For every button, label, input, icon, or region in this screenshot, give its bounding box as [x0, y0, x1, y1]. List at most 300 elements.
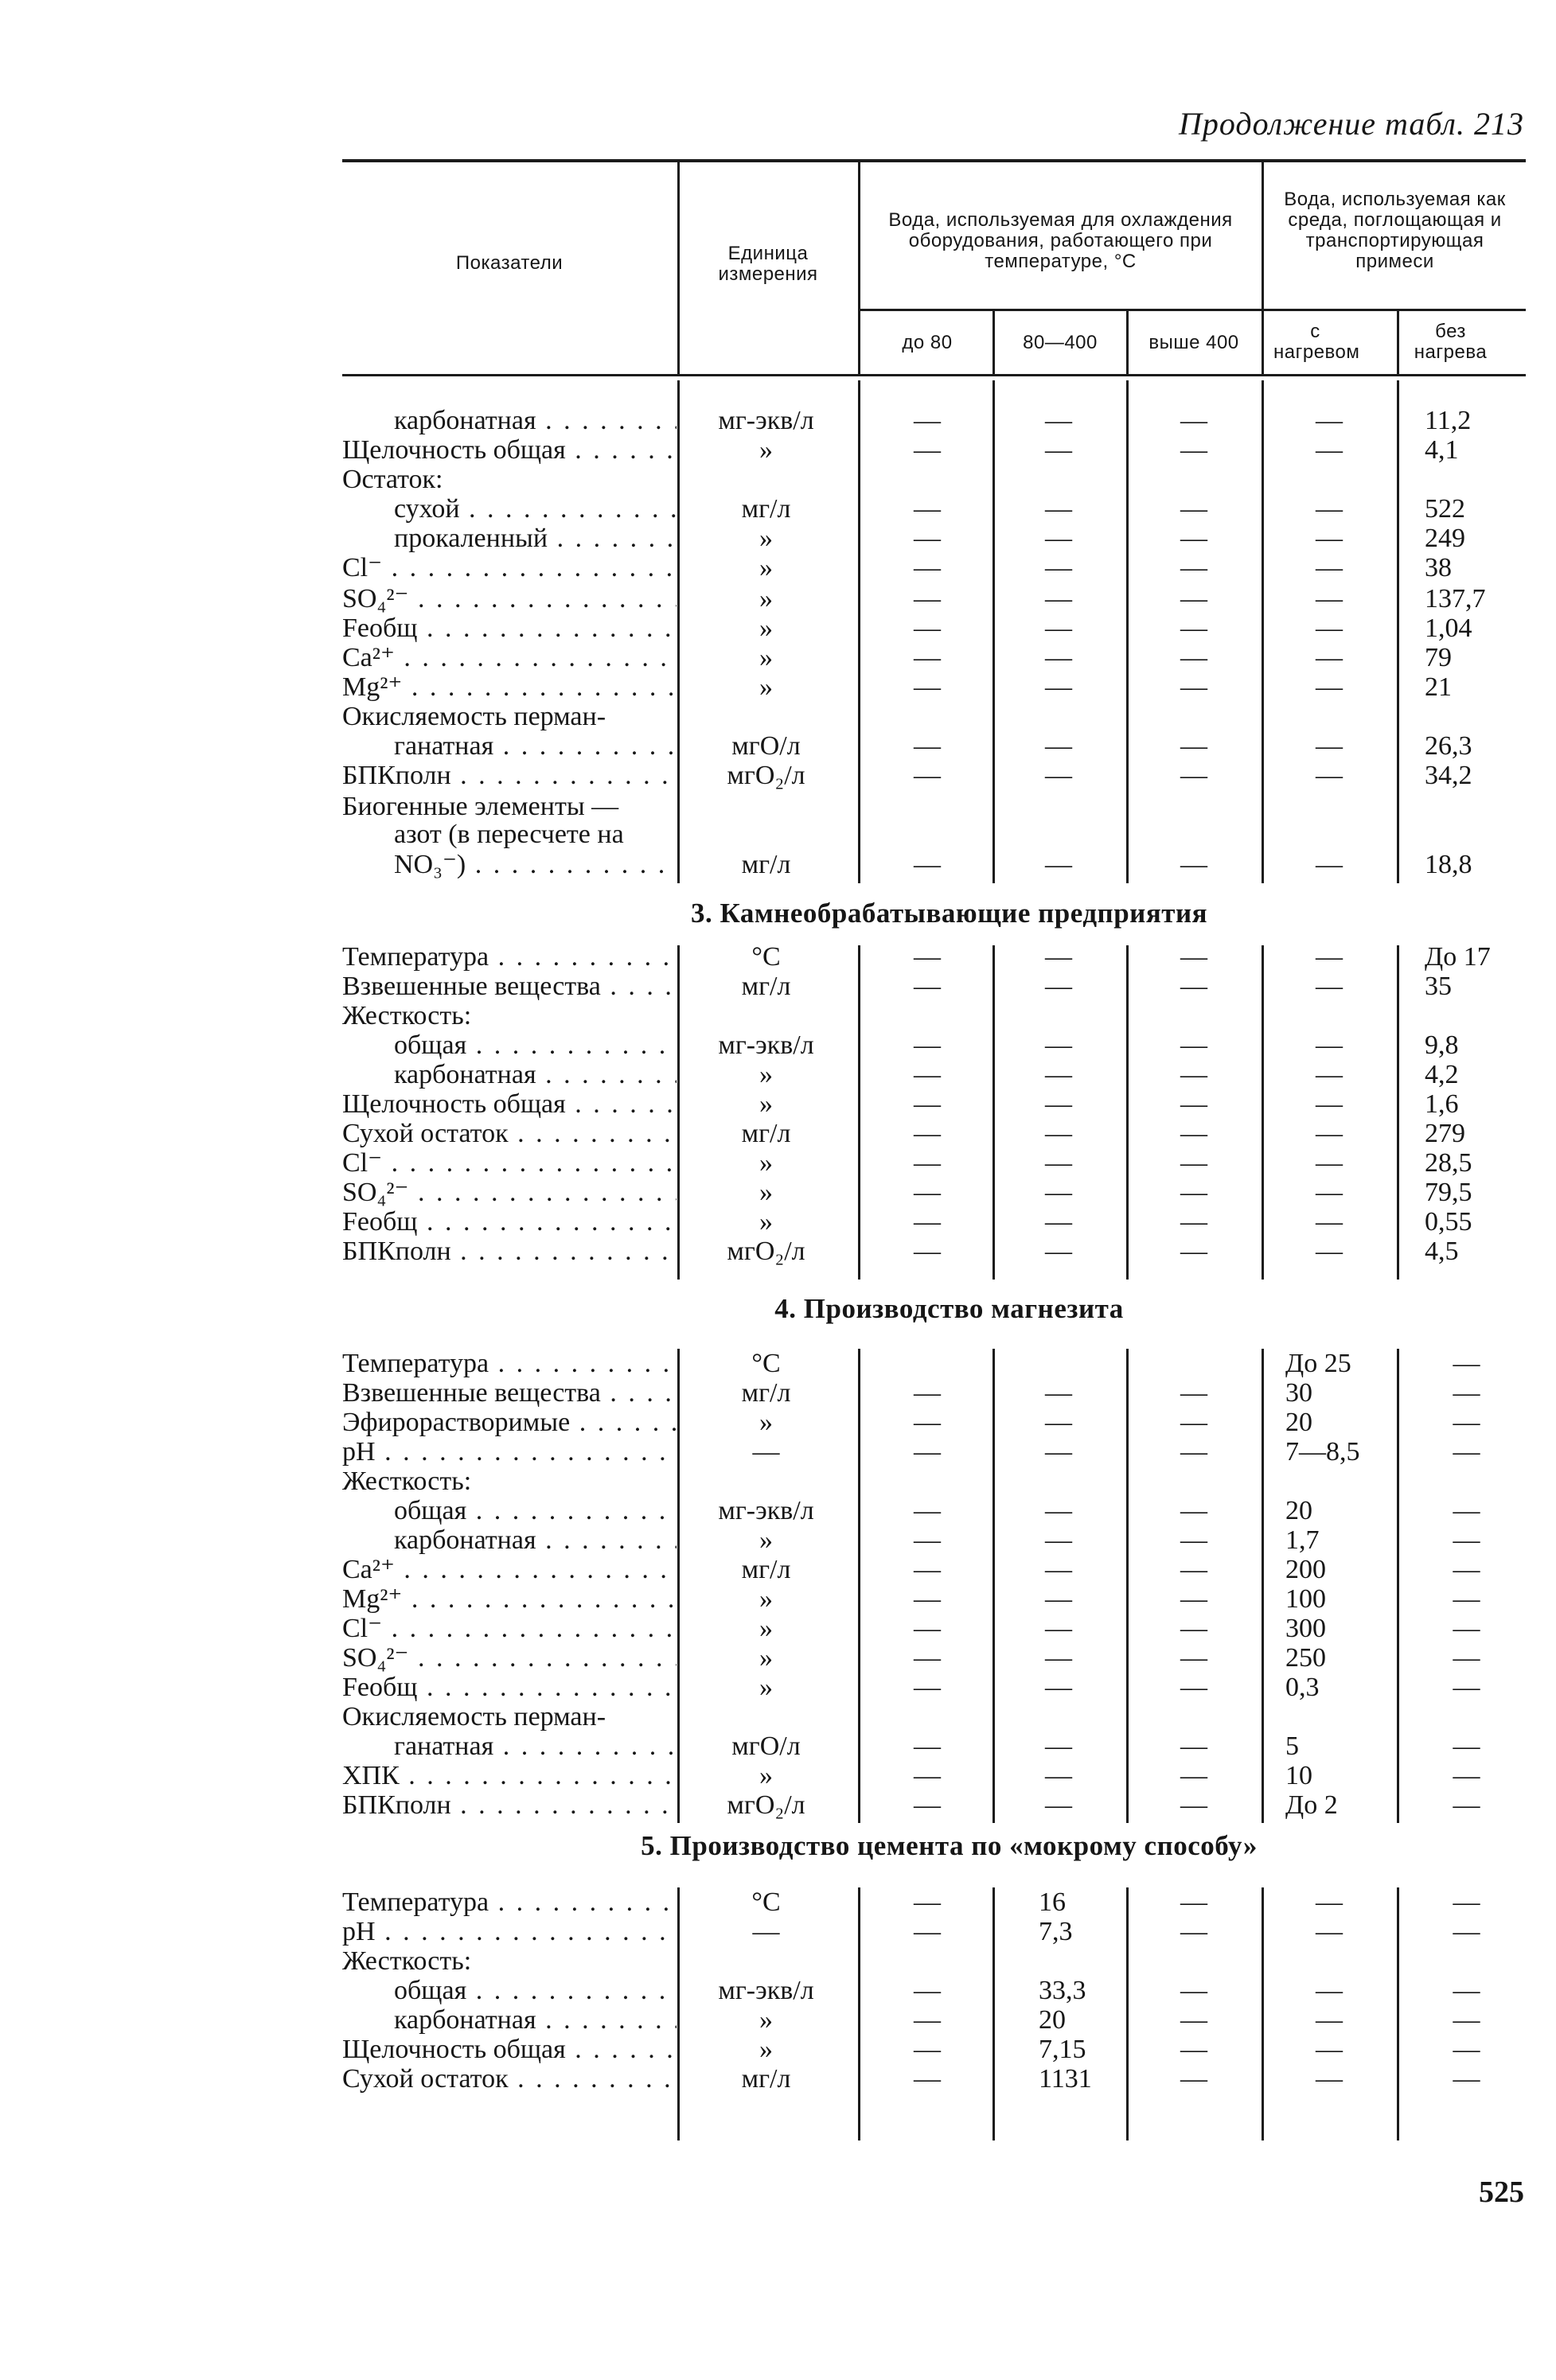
indicator-cell: БПКполн . . . [342, 1790, 677, 1820]
indicator-cell: карбонатная . . . [394, 1060, 677, 1089]
indicator-cell: БПКполн . . . [342, 761, 677, 790]
indicator-cell: Температура . . . [342, 1887, 677, 1917]
medium-unheated-cell: — [1453, 2005, 1480, 2035]
indicator-cell: БПКполн . . . [342, 1237, 677, 1266]
medium-heated-cell: 20 [1285, 1496, 1312, 1525]
medium-heated-cell: — [1316, 643, 1343, 672]
cooling-80-400-cell: — [1045, 1555, 1072, 1584]
unit-cell: мгО₂/л [727, 761, 805, 790]
cooling-upto80-cell: — [914, 435, 941, 465]
unit-cell: мг-экв/л [718, 1030, 814, 1060]
medium-heated-cell: 5 [1285, 1731, 1299, 1761]
unit-cell: » [759, 614, 773, 643]
indicator-cell: Щелочность общая . . . [342, 2035, 677, 2064]
cooling-upto80-cell: — [914, 614, 941, 643]
indicator-cell: Cl⁻ . . . [342, 1614, 677, 1643]
medium-heated-cell: — [1316, 731, 1343, 761]
table-row [0, 1643, 1556, 1673]
table-row [0, 702, 1556, 731]
unit-cell: » [759, 1761, 773, 1790]
cooling-above400-cell: — [1180, 494, 1207, 524]
unit-cell: мг-экв/л [718, 1496, 814, 1525]
medium-unheated-cell: — [1453, 1761, 1480, 1790]
cooling-upto80-cell: — [914, 1060, 941, 1089]
cooling-above400-cell: — [1180, 1207, 1207, 1237]
cooling-80-400-cell: 33,3 [1039, 1976, 1086, 2005]
unit-cell: мг/л [741, 850, 791, 879]
medium-unheated-cell: До 17 [1425, 942, 1491, 972]
unit-cell: » [759, 435, 773, 465]
indicator-cell: Взвешенные вещества . . . [342, 972, 677, 1001]
indicator-cell: ХПК . . . [342, 1761, 677, 1790]
cooling-upto80-cell: — [914, 1178, 941, 1207]
indicator-cell: SO₄²⁻ . . . [342, 1643, 677, 1673]
indicator-cell: Жесткость: [342, 1001, 472, 1030]
cooling-above400-cell: — [1180, 1584, 1207, 1614]
medium-heated-cell: — [1316, 614, 1343, 643]
header-bottom-rule [342, 374, 1526, 376]
indicator-cell: карбонатная . . . [394, 2005, 677, 2035]
medium-unheated-cell: 9,8 [1425, 1030, 1459, 1060]
medium-heated-cell: — [1316, 494, 1343, 524]
indicator-cell: Эфирорастворимые . . . [342, 1408, 677, 1437]
medium-unheated-cell: — [1453, 1525, 1480, 1555]
table-top-rule [342, 159, 1526, 162]
indicator-cell: Взвешенные вещества . . . [342, 1378, 677, 1408]
indicator-cell: Температура . . . [342, 942, 677, 972]
medium-heated-cell: — [1316, 1917, 1343, 1946]
cooling-upto80-cell: — [914, 1555, 941, 1584]
section-title: 4. Производство магнезита [774, 1293, 1124, 1324]
medium-heated-cell: До 2 [1285, 1790, 1338, 1820]
medium-unheated-cell: 34,2 [1425, 761, 1472, 790]
unit-cell: — [752, 1437, 780, 1467]
table-row [0, 1946, 1556, 1976]
cooling-upto80-cell: — [914, 2005, 941, 2035]
cooling-above400-cell: — [1180, 614, 1207, 643]
cooling-80-400-cell: — [1045, 1761, 1072, 1790]
cooling-80-400-cell: — [1045, 1148, 1072, 1178]
medium-heated-cell: — [1316, 2035, 1343, 2064]
unit-cell: °С [751, 1349, 781, 1378]
cooling-above400-cell: — [1180, 942, 1207, 972]
indicator-cell: общая . . . [394, 1030, 677, 1060]
cooling-above400-cell: — [1180, 2064, 1207, 2094]
cooling-above400-cell: — [1180, 1761, 1207, 1790]
medium-heated-cell: — [1316, 435, 1343, 465]
medium-unheated-cell: 35 [1425, 972, 1452, 1001]
medium-unheated-cell: 11,2 [1425, 406, 1472, 435]
medium-unheated-cell: — [1453, 1887, 1480, 1917]
indicator-cell: Окисляемость перман- [342, 1702, 606, 1731]
cooling-above400-cell: — [1180, 1731, 1207, 1761]
unit-cell: °С [751, 1887, 781, 1917]
unit-cell: мгО₂/л [727, 1237, 805, 1266]
medium-unheated-cell: — [1453, 2064, 1480, 2094]
table-row [0, 1790, 1556, 1820]
section-title: 5. Производство цемента по «мокрому способу» [641, 1830, 1258, 1861]
unit-cell: » [759, 1584, 773, 1614]
running-head: Продолжение табл. 213 [1178, 106, 1524, 142]
header-sub-5: без нагрева [1414, 321, 1488, 363]
cooling-upto80-cell: — [914, 1496, 941, 1525]
cooling-above400-cell: — [1180, 435, 1207, 465]
indicator-cell: SO₄²⁻ . . . [342, 584, 677, 614]
cooling-80-400-cell: — [1045, 1673, 1072, 1702]
medium-heated-cell: 1,7 [1285, 1525, 1320, 1555]
medium-heated-cell: — [1316, 972, 1343, 1001]
cooling-upto80-cell: — [914, 1089, 941, 1119]
cooling-above400-cell: — [1180, 1408, 1207, 1437]
cooling-80-400-cell: — [1045, 1525, 1072, 1555]
unit-cell: » [759, 553, 773, 582]
cooling-80-400-cell: — [1045, 1178, 1072, 1207]
cooling-80-400-cell: — [1045, 1614, 1072, 1643]
cooling-upto80-cell: — [914, 494, 941, 524]
cooling-80-400-cell: — [1045, 761, 1072, 790]
cooling-above400-cell: — [1180, 524, 1207, 553]
cooling-upto80-cell: — [914, 406, 941, 435]
page-number: 525 [1479, 2175, 1524, 2209]
indicator-cell: общая . . . [394, 1976, 677, 2005]
cooling-80-400-cell: — [1045, 1731, 1072, 1761]
table-row [0, 1237, 1556, 1266]
table-row [0, 1437, 1556, 1467]
indicator-cell: Ca²⁺ . . . [342, 643, 677, 672]
cooling-upto80-cell: — [914, 2064, 941, 2094]
cooling-80-400-cell: — [1045, 1119, 1072, 1148]
table-row [0, 761, 1556, 790]
medium-unheated-cell: 137,7 [1425, 584, 1486, 614]
cooling-80-400-cell: — [1045, 1643, 1072, 1673]
indicator-cell: Feобщ . . . [342, 1673, 677, 1702]
header-vline [992, 311, 995, 374]
table-row [0, 406, 1556, 435]
table-row [0, 465, 1556, 494]
unit-cell: » [759, 524, 773, 553]
table-row [0, 972, 1556, 1001]
indicator-cell: pH . . . [342, 1917, 677, 1946]
indicator-cell: сухой . . . [394, 494, 677, 524]
table-row [0, 672, 1556, 702]
cooling-above400-cell: — [1180, 1060, 1207, 1089]
indicator-cell: Щелочность общая . . . [342, 435, 677, 465]
header-sub-2: 80—400 [1023, 332, 1098, 353]
indicator-cell: Щелочность общая . . . [342, 1089, 677, 1119]
cooling-80-400-cell: — [1045, 1378, 1072, 1408]
medium-heated-cell: 10 [1285, 1761, 1312, 1790]
indicator-cell: Feобщ . . . [342, 1207, 677, 1237]
indicator-cell: общая . . . [394, 1496, 677, 1525]
header-vline [1397, 311, 1399, 374]
table-row [0, 1207, 1556, 1237]
medium-heated-cell: 0,3 [1285, 1673, 1320, 1702]
cooling-upto80-cell: — [914, 1408, 941, 1437]
cooling-upto80-cell: — [914, 1207, 941, 1237]
table-row [0, 1761, 1556, 1790]
cooling-above400-cell: — [1180, 1496, 1207, 1525]
cooling-80-400-cell: — [1045, 672, 1072, 702]
medium-unheated-cell: 279 [1425, 1119, 1465, 1148]
table-row [0, 1525, 1556, 1555]
table-row [0, 1917, 1556, 1946]
medium-unheated-cell: — [1453, 1614, 1480, 1643]
cooling-upto80-cell: — [914, 761, 941, 790]
indicator-cell: Сухой остаток . . . [342, 1119, 677, 1148]
cooling-upto80-cell: — [914, 1584, 941, 1614]
medium-heated-cell: — [1316, 2005, 1343, 2035]
cooling-80-400-cell: — [1045, 435, 1072, 465]
header-sub-3: выше 400 [1148, 332, 1239, 353]
header-sub-4: с нагревом [1273, 321, 1360, 363]
table-row [0, 731, 1556, 761]
table-row [0, 1089, 1556, 1119]
table-row [0, 1702, 1556, 1731]
medium-heated-cell: — [1316, 942, 1343, 972]
medium-heated-cell: — [1316, 1178, 1343, 1207]
unit-cell: мг/л [741, 1555, 791, 1584]
cooling-80-400-cell: — [1045, 494, 1072, 524]
cooling-80-400-cell: — [1045, 614, 1072, 643]
table-row [0, 1976, 1556, 2005]
cooling-80-400-cell: — [1045, 584, 1072, 614]
cooling-80-400-cell: — [1045, 1207, 1072, 1237]
cooling-upto80-cell: — [914, 1887, 941, 1917]
unit-cell: мг/л [741, 2064, 791, 2094]
unit-cell: » [759, 1089, 773, 1119]
cooling-80-400-cell: — [1045, 1790, 1072, 1820]
cooling-80-400-cell: — [1045, 942, 1072, 972]
medium-unheated-cell: — [1453, 1496, 1480, 1525]
indicator-cell: Температура . . . [342, 1349, 677, 1378]
table-row [0, 1887, 1556, 1917]
unit-cell: » [759, 1408, 773, 1437]
table-row [0, 1467, 1556, 1496]
indicator-cell: прокаленный . . . [394, 524, 677, 553]
indicator-cell: Ca²⁺ . . . [342, 1555, 677, 1584]
indicator-cell: Feобщ . . . [342, 614, 677, 643]
cooling-upto80-cell: — [914, 1976, 941, 2005]
cooling-80-400-cell: — [1045, 1089, 1072, 1119]
medium-heated-cell: 30 [1285, 1378, 1312, 1408]
table-row [0, 850, 1556, 879]
medium-heated-cell: — [1316, 1089, 1343, 1119]
indicator-cell: SO₄²⁻ . . . [342, 1178, 677, 1207]
table-row [0, 1408, 1556, 1437]
medium-heated-cell: — [1316, 1148, 1343, 1178]
unit-cell: » [759, 1207, 773, 1237]
cooling-upto80-cell: — [914, 731, 941, 761]
cooling-upto80-cell: — [914, 1030, 941, 1060]
cooling-upto80-cell: — [914, 1761, 941, 1790]
table-row [0, 942, 1556, 972]
cooling-above400-cell: — [1180, 1030, 1207, 1060]
indicator-cell: Cl⁻ . . . [342, 1148, 677, 1178]
table-row [0, 435, 1556, 465]
medium-heated-cell: 100 [1285, 1584, 1326, 1614]
unit-cell: » [759, 2005, 773, 2035]
cooling-80-400-cell: — [1045, 731, 1072, 761]
table-row [0, 1178, 1556, 1207]
unit-cell: » [759, 1673, 773, 1702]
medium-heated-cell: — [1316, 584, 1343, 614]
medium-unheated-cell: — [1453, 1584, 1480, 1614]
table-row [0, 820, 1556, 849]
medium-unheated-cell: 21 [1425, 672, 1452, 702]
table-row [0, 792, 1556, 821]
unit-cell: » [759, 1614, 773, 1643]
table-row [0, 1030, 1556, 1060]
indicator-cell: Окисляемость перман- [342, 702, 606, 731]
indicator-cell: ганатная . . . [394, 1731, 677, 1761]
medium-heated-cell: 20 [1285, 1408, 1312, 1437]
cooling-80-400-cell: 16 [1039, 1887, 1066, 1917]
unit-cell: мгО₂/л [727, 1790, 805, 1820]
indicator-cell: Cl⁻ . . . [342, 553, 677, 582]
cooling-80-400-cell: — [1045, 524, 1072, 553]
cooling-80-400-cell: — [1045, 1237, 1072, 1266]
cooling-80-400-cell: — [1045, 1437, 1072, 1467]
cooling-upto80-cell: — [914, 1917, 941, 1946]
cooling-above400-cell: — [1180, 761, 1207, 790]
medium-unheated-cell: — [1453, 1643, 1480, 1673]
cooling-upto80-cell: — [914, 850, 941, 879]
cooling-above400-cell: — [1180, 1378, 1207, 1408]
unit-cell: мг-экв/л [718, 1976, 814, 2005]
medium-heated-cell: 7—8,5 [1285, 1437, 1360, 1467]
medium-unheated-cell: — [1453, 1555, 1480, 1584]
indicator-cell: Сухой остаток . . . [342, 2064, 677, 2094]
cooling-above400-cell: — [1180, 643, 1207, 672]
table-row [0, 1731, 1556, 1761]
cooling-upto80-cell: — [914, 1148, 941, 1178]
cooling-above400-cell: — [1180, 584, 1207, 614]
cooling-80-400-cell: 1131 [1039, 2064, 1092, 2094]
unit-cell: » [759, 1643, 773, 1673]
medium-unheated-cell: 4,1 [1425, 435, 1459, 465]
section-title: 3. Камнеобрабатывающие предприятия [690, 898, 1208, 929]
unit-cell: » [759, 584, 773, 614]
cooling-80-400-cell: — [1045, 972, 1072, 1001]
table-row [0, 1001, 1556, 1030]
medium-heated-cell: — [1316, 1119, 1343, 1148]
header-vline [677, 162, 680, 374]
indicator-cell: ганатная . . . [394, 731, 677, 761]
medium-unheated-cell: 1,6 [1425, 1089, 1459, 1119]
cooling-above400-cell: — [1180, 553, 1207, 582]
table-row [0, 584, 1556, 614]
unit-cell: » [759, 1178, 773, 1207]
cooling-80-400-cell: — [1045, 406, 1072, 435]
cooling-above400-cell: — [1180, 850, 1207, 879]
unit-cell: » [759, 1148, 773, 1178]
cooling-upto80-cell: — [914, 672, 941, 702]
medium-unheated-cell: 26,3 [1425, 731, 1472, 761]
table-row [0, 1555, 1556, 1584]
cooling-above400-cell: — [1180, 1790, 1207, 1820]
cooling-above400-cell: — [1180, 1119, 1207, 1148]
unit-cell: — [752, 1917, 780, 1946]
unit-cell: » [759, 643, 773, 672]
medium-unheated-cell: 38 [1425, 553, 1452, 582]
medium-heated-cell: — [1316, 1887, 1343, 1917]
cooling-80-400-cell: — [1045, 1496, 1072, 1525]
unit-cell: » [759, 672, 773, 702]
cooling-above400-cell: — [1180, 406, 1207, 435]
header-vline [1262, 162, 1264, 374]
medium-unheated-cell: — [1453, 1731, 1480, 1761]
medium-unheated-cell: 249 [1425, 524, 1465, 553]
cooling-80-400-cell: — [1045, 850, 1072, 879]
medium-heated-cell: — [1316, 1030, 1343, 1060]
header-sub-1: до 80 [902, 332, 953, 353]
indicator-cell: Жесткость: [342, 1946, 472, 1976]
medium-heated-cell: — [1316, 553, 1343, 582]
indicator-cell: Биогенные элементы — [342, 792, 619, 821]
cooling-80-400-cell: — [1045, 1030, 1072, 1060]
unit-cell: » [759, 2035, 773, 2064]
table-row [0, 1496, 1556, 1525]
cooling-upto80-cell: — [914, 2035, 941, 2064]
unit-cell: » [759, 1525, 773, 1555]
indicator-cell: карбонатная . . . [394, 1525, 677, 1555]
table-row [0, 524, 1556, 553]
cooling-80-400-cell: — [1045, 553, 1072, 582]
cooling-upto80-cell: — [914, 1614, 941, 1643]
table-row [0, 2035, 1556, 2064]
cooling-above400-cell: — [1180, 1614, 1207, 1643]
medium-heated-cell: — [1316, 1976, 1343, 2005]
medium-heated-cell: — [1316, 1207, 1343, 1237]
cooling-above400-cell: — [1180, 972, 1207, 1001]
medium-unheated-cell: — [1453, 1437, 1480, 1467]
medium-unheated-cell: — [1453, 1408, 1480, 1437]
medium-unheated-cell: — [1453, 1378, 1480, 1408]
table-row [0, 2005, 1556, 2035]
medium-heated-cell: До 25 [1285, 1349, 1351, 1378]
table-row [0, 1614, 1556, 1643]
medium-heated-cell: — [1316, 672, 1343, 702]
header-medium-group: Вода, используемая как среда, поглощающая и транспортирующая примеси [1284, 189, 1506, 272]
medium-heated-cell: — [1316, 850, 1343, 879]
cooling-above400-cell: — [1180, 672, 1207, 702]
medium-unheated-cell: 0,55 [1425, 1207, 1472, 1237]
table-row [0, 1119, 1556, 1148]
medium-unheated-cell: 4,2 [1425, 1060, 1459, 1089]
cooling-upto80-cell: — [914, 584, 941, 614]
medium-unheated-cell: — [1453, 1976, 1480, 2005]
cooling-80-400-cell: — [1045, 1060, 1072, 1089]
cooling-upto80-cell: — [914, 1378, 941, 1408]
medium-unheated-cell: — [1453, 1790, 1480, 1820]
cooling-above400-cell: — [1180, 1673, 1207, 1702]
medium-unheated-cell: 79 [1425, 643, 1452, 672]
medium-heated-cell: 200 [1285, 1555, 1326, 1584]
table-row [0, 1673, 1556, 1702]
table-row [0, 2064, 1556, 2094]
cooling-above400-cell: — [1180, 1643, 1207, 1673]
unit-cell: мгО/л [731, 731, 801, 761]
unit-cell: мг/л [741, 1378, 791, 1408]
medium-unheated-cell: 18,8 [1425, 850, 1472, 879]
indicator-cell: NO₃⁻) . . . [394, 850, 677, 879]
header-vline [858, 162, 860, 374]
table-row [0, 614, 1556, 643]
cooling-above400-cell: — [1180, 1976, 1207, 2005]
medium-unheated-cell: — [1453, 1917, 1480, 1946]
cooling-upto80-cell: — [914, 1673, 941, 1702]
cooling-above400-cell: — [1180, 731, 1207, 761]
